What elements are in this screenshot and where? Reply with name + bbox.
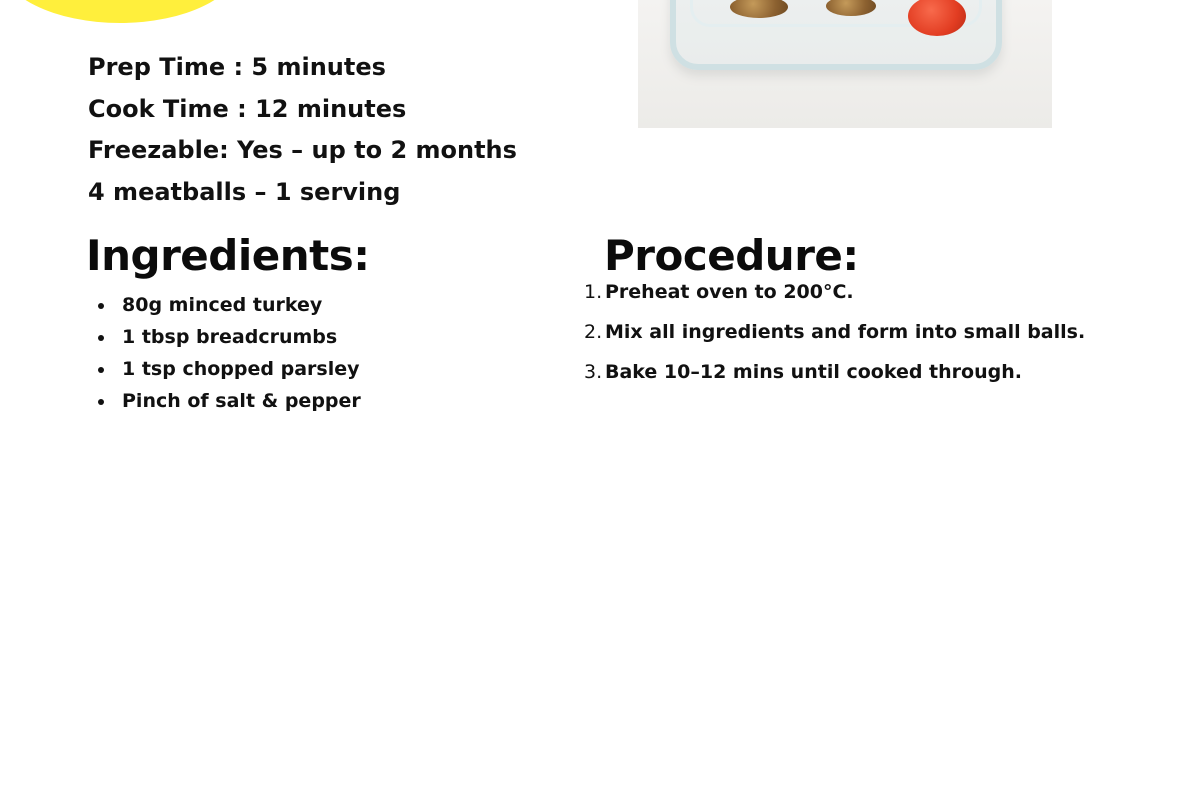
ingredient-item [96,353,361,385]
step-number: 2. [584,321,603,343]
ingredient-item [96,289,361,321]
step-text: Preheat oven to 200°C. [605,281,854,303]
decorative-yellow-shape [0,0,240,23]
ingredient-text: 1 tbsp breadcrumbs [122,326,338,348]
bullet-icon [98,399,104,405]
ingredient-item [96,321,361,353]
glass-container [670,0,1002,70]
step-number: 1. [584,281,603,303]
step-number: 3. [584,361,603,383]
ingredient-text: Pinch of salt & pepper [122,390,361,412]
step-text: Mix all ingredients and form into small balls. [605,321,1086,343]
procedure-step [584,357,1085,397]
ingredient-text: 1 tsp chopped parsley [122,358,360,380]
freezable-info: Freezable: Yes – up to 2 months [88,136,517,164]
procedure-heading: Procedure: [604,231,859,280]
procedure-step [584,277,1085,317]
bullet-icon [98,335,104,341]
step-text: Bake 10–12 mins until cooked through. [605,361,1022,383]
cook-time: Cook Time : 12 minutes [88,94,407,123]
ingredients-heading: Ingredients: [86,231,370,280]
meatballs-dish-photo [638,0,1052,128]
ingredient-text: 80g minced turkey [122,294,323,316]
ingredient-item [96,385,361,417]
recipe-info [88,47,517,213]
cherry-tomato [908,0,966,36]
procedure-steps [584,277,1085,397]
ingredients-list [96,289,361,417]
prep-time: Prep Time : 5 minutes [88,53,386,81]
serving-info: 4 meatballs – 1 serving [88,177,401,206]
procedure-step [584,317,1085,357]
bullet-icon [98,303,104,309]
bullet-icon [98,367,104,373]
